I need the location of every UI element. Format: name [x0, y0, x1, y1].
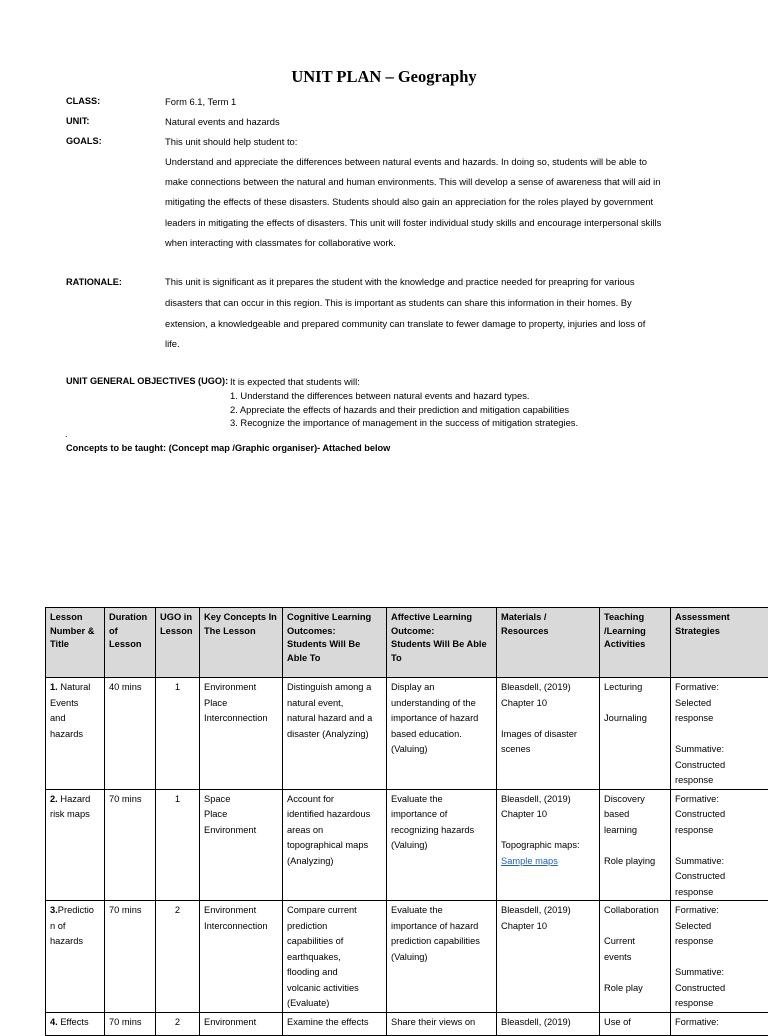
assessment-line: response	[675, 711, 768, 727]
activity-line: learning	[604, 823, 666, 839]
lesson-number: 1.	[50, 682, 58, 692]
goals-line: mitigating the effects of these disasters. Students should also gain an appreciation for the roles played by government	[165, 192, 710, 212]
assessment-line: Constructed	[675, 981, 768, 997]
activity-line	[604, 696, 666, 712]
concepts-heading: Concepts to be taught: (Concept map /Graphic organiser)- Attached below	[66, 443, 390, 453]
materials-line: Bleasdell, (2019)	[501, 1015, 595, 1031]
unit-plan-table	[45, 607, 768, 1036]
materials-line: Topographic maps:	[501, 838, 595, 854]
cognitive-line: volcanic activities	[287, 981, 382, 997]
affective-line: importance of hazard	[391, 919, 492, 935]
cell-ugo: 1	[156, 789, 200, 901]
cell-key-concepts	[200, 901, 283, 1013]
lesson-title-line: 1. Natural	[50, 680, 100, 696]
materials-line: Chapter 10	[501, 919, 595, 935]
lesson-number: 3.	[50, 905, 58, 915]
cognitive-line: (Evaluate)	[287, 996, 382, 1012]
cognitive-line: areas on	[287, 823, 382, 839]
cell-key-concepts	[200, 678, 283, 790]
cognitive-line: disaster (Analyzing)	[287, 727, 382, 743]
cognitive-line: prediction	[287, 919, 382, 935]
affective-line: (Valuing)	[391, 742, 492, 758]
stray-dot: .	[65, 429, 68, 439]
goals-line: when interacting with classmates for collaborative work.	[165, 233, 710, 253]
unit-value: Natural events and hazards	[165, 112, 710, 132]
cell-lesson-title	[46, 789, 105, 901]
assessment-line: Constructed	[675, 807, 768, 823]
cell-assessment	[671, 789, 768, 901]
cell-duration: 70 mins	[105, 901, 156, 1013]
cognitive-line: earthquakes,	[287, 950, 382, 966]
cell-cognitive	[283, 789, 387, 901]
cell-ugo: 1	[156, 678, 200, 790]
cell-materials	[497, 678, 600, 790]
cell-activities	[600, 678, 671, 790]
affective-line: Evaluate the	[391, 792, 492, 808]
lesson-title-line: hazards	[50, 934, 100, 950]
assessment-line: Formative:	[675, 680, 768, 696]
goals-label: GOALS:	[66, 136, 102, 146]
cell-activities	[600, 789, 671, 901]
ugo-item: 2. Appreciate the effects of hazards and their prediction and mitigation capabilities	[230, 403, 578, 417]
assessment-line	[675, 950, 768, 966]
concept-line: Environment	[204, 680, 278, 696]
activity-line: Role play	[604, 981, 666, 997]
cell-activities	[600, 901, 671, 1013]
cognitive-line: (Analyzing)	[287, 854, 382, 870]
materials-line	[501, 711, 595, 727]
lesson-title-line: 2. Hazard	[50, 792, 100, 808]
cell-materials	[497, 789, 600, 901]
materials-line: Chapter 10	[501, 696, 595, 712]
materials-line: Images of disaster	[501, 727, 595, 743]
cognitive-line: Examine the effects	[287, 1015, 382, 1031]
cell-lesson-title	[46, 901, 105, 1013]
materials-line: Bleasdell, (2019)	[501, 792, 595, 808]
cell-assessment	[671, 901, 768, 1013]
cell-affective	[387, 678, 497, 790]
assessment-line: response	[675, 996, 768, 1012]
concept-line: Environment	[204, 823, 278, 839]
assessment-line: response	[675, 934, 768, 950]
cell-cognitive	[283, 901, 387, 1013]
goals-text	[165, 152, 710, 253]
cognitive-line: Compare current	[287, 903, 382, 919]
assessment-line: Formative:	[675, 903, 768, 919]
affective-line: Evaluate the	[391, 903, 492, 919]
header-ugo: UGO in Lesson	[156, 608, 200, 678]
materials-line: Bleasdell, (2019)	[501, 903, 595, 919]
assessment-line: Formative:	[675, 1015, 768, 1031]
header-activities: Teaching /Learning Activities	[600, 608, 671, 678]
page-title: UNIT PLAN – Geography	[0, 67, 768, 87]
affective-line: based education.	[391, 727, 492, 743]
assessment-line: Summative:	[675, 965, 768, 981]
cell-duration: 70 mins	[105, 789, 156, 901]
assessment-line: response	[675, 823, 768, 839]
cognitive-line: natural hazard and a	[287, 711, 382, 727]
unit-label: UNIT:	[66, 116, 89, 126]
assessment-line: Summative:	[675, 742, 768, 758]
class-value: Form 6.1, Term 1	[165, 92, 710, 112]
materials-line: scenes	[501, 742, 595, 758]
cognitive-line: topographical maps	[287, 838, 382, 854]
activity-line: Role playing	[604, 854, 666, 870]
lesson-number: 4.	[50, 1017, 58, 1027]
assessment-line: Constructed	[675, 869, 768, 885]
concept-line: Interconnection	[204, 711, 278, 727]
rationale-label: RATIONALE:	[66, 277, 122, 287]
lesson-title-line: and	[50, 711, 100, 727]
ugo-intro: It is expected that students will:	[230, 376, 360, 387]
rationale-line: extension, a knowledgeable and prepared community can translate to fewer damage to property, injuries and loss of	[165, 314, 710, 335]
cognitive-line: identified hazardous	[287, 807, 382, 823]
affective-line: understanding of the	[391, 696, 492, 712]
cell-affective	[387, 789, 497, 901]
lesson-title-line: hazards	[50, 727, 100, 743]
header-lesson: Lesson Number & Title	[46, 608, 105, 678]
concept-line: Environment	[204, 903, 278, 919]
cell-duration: 70 mins	[105, 1012, 156, 1035]
lesson-title-line: n of	[50, 919, 100, 935]
goals-intro: This unit should help student to:	[165, 132, 710, 152]
goals-line: make connections between the natural and human environments. This will develop a sense of awareness that will aid in	[165, 172, 710, 192]
affective-line: Share their views on	[391, 1015, 492, 1031]
cell-cognitive	[283, 678, 387, 790]
assessment-line	[675, 727, 768, 743]
assessment-line: Selected	[675, 919, 768, 935]
activity-line: Lecturing	[604, 680, 666, 696]
activity-line: events	[604, 950, 666, 966]
activity-line: Current	[604, 934, 666, 950]
cognitive-line: capabilities of	[287, 934, 382, 950]
lesson-title-line: Events	[50, 696, 100, 712]
ugo-label: UNIT GENERAL OBJECTIVES (UGO):	[66, 376, 228, 386]
cell-affective	[387, 901, 497, 1013]
cell-ugo: 2	[156, 1012, 200, 1035]
header-materials: Materials / Resources	[497, 608, 600, 678]
assessment-line: Formative:	[675, 792, 768, 808]
materials-line	[501, 823, 595, 839]
lesson-title-line: 3.Predictio	[50, 903, 100, 919]
cognitive-line: Account for	[287, 792, 382, 808]
header-key-concepts: Key Concepts In The Lesson	[200, 608, 283, 678]
rationale-line: disasters that can occur in this region. This is important as students can share this information in their homes. By	[165, 293, 710, 314]
cognitive-line: flooding and	[287, 965, 382, 981]
goals-line: Understand and appreciate the differences between natural events and hazards. In doing so, students will be able to	[165, 152, 710, 172]
table-row	[46, 789, 768, 901]
cell-assessment	[671, 678, 768, 790]
concept-line: Space	[204, 792, 278, 808]
lesson-number: 2.	[50, 794, 58, 804]
concept-line: Environment	[204, 1015, 278, 1031]
cell-duration: 40 mins	[105, 678, 156, 790]
rationale-text	[165, 272, 710, 355]
cell-key-concepts	[200, 789, 283, 901]
affective-line: recognizing hazards	[391, 823, 492, 839]
lesson-title-line: risk maps	[50, 807, 100, 823]
rationale-line: This unit is significant as it prepares the student with the knowledge and practice needed for preapring for various	[165, 272, 710, 293]
ugo-item: 3. Recognize the importance of management in the success of mitigation strategies.	[230, 416, 578, 430]
header-cognitive: Cognitive Learning Outcomes: Students Will Be Able To	[283, 608, 387, 678]
materials-line: Chapter 10	[501, 807, 595, 823]
header-duration: Duration of Lesson	[105, 608, 156, 678]
ugo-list	[230, 389, 578, 430]
affective-line: importance of hazard	[391, 711, 492, 727]
assessment-line: response	[675, 885, 768, 901]
concept-line: Interconnection	[204, 919, 278, 935]
table-row	[46, 678, 768, 790]
activity-line: Use of	[604, 1015, 666, 1031]
table-row	[46, 901, 768, 1013]
materials-line: Bleasdell, (2019)	[501, 680, 595, 696]
affective-line: Display an	[391, 680, 492, 696]
affective-line: (Valuing)	[391, 950, 492, 966]
assessment-line: Constructed	[675, 758, 768, 774]
cell-ugo: 2	[156, 901, 200, 1013]
goals-line: leaders in mitigating the effects of disasters. This unit will foster individual study skills and encourage interpersonal skills	[165, 213, 710, 233]
activity-line: Discovery	[604, 792, 666, 808]
concept-line: Place	[204, 807, 278, 823]
class-label: CLASS:	[66, 96, 100, 106]
ugo-item: 1. Understand the differences between natural events and hazard types.	[230, 389, 578, 403]
affective-line: importance of	[391, 807, 492, 823]
cognitive-line: Distinguish among a	[287, 680, 382, 696]
lesson-title-line: 4. Effects	[50, 1015, 100, 1031]
activity-line	[604, 838, 666, 854]
assessment-line: response	[675, 773, 768, 789]
activity-line: based	[604, 807, 666, 823]
assessment-line: Summative:	[675, 854, 768, 870]
affective-line: (Valuing)	[391, 838, 492, 854]
cell-lesson-title	[46, 678, 105, 790]
rationale-line: life.	[165, 334, 710, 355]
activity-line: Collaboration	[604, 903, 666, 919]
activity-line	[604, 965, 666, 981]
cell-materials	[497, 901, 600, 1013]
affective-line: prediction capabilities	[391, 934, 492, 950]
assessment-line: Selected	[675, 696, 768, 712]
assessment-line	[675, 838, 768, 854]
header-assessment: Assessment Strategies	[671, 608, 768, 678]
activity-line	[604, 919, 666, 935]
table-header-row	[46, 608, 768, 678]
cognitive-line: natural event,	[287, 696, 382, 712]
concept-line: Place	[204, 696, 278, 712]
activity-line: Journaling	[604, 711, 666, 727]
header-affective: Affective Learning Outcome: Students Will Be Able To	[387, 608, 497, 678]
sample-maps-link[interactable]: Sample maps	[501, 854, 595, 870]
